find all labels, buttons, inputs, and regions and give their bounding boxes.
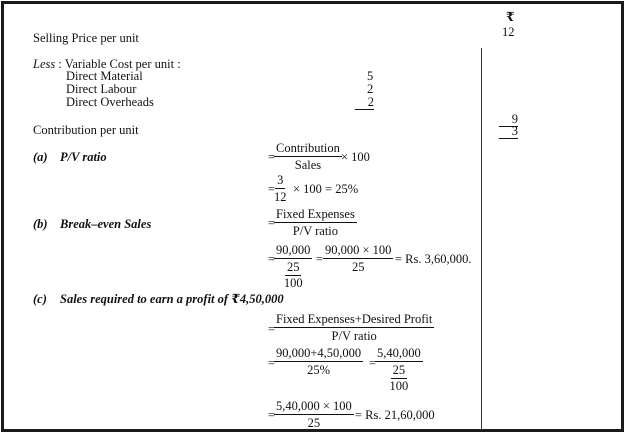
column-divider <box>481 48 482 430</box>
nested-numerator: 25 <box>286 260 300 274</box>
bes-formula-fraction <box>274 207 357 238</box>
direct-material-label: Direct Material <box>66 69 143 83</box>
fraction-denominator <box>390 362 409 393</box>
pv-formula-tail: × 100 <box>341 150 370 164</box>
target-sales-result: = Rs. 21,60,000 <box>355 408 435 422</box>
nested-denominator: 100 <box>283 276 303 290</box>
contribution-label: Contribution per unit <box>33 123 139 137</box>
bes-calc-fraction <box>274 243 312 290</box>
contribution-value: 3 <box>499 124 518 139</box>
fraction-denominator: 12 <box>274 190 287 204</box>
direct-labour-label: Direct Labour <box>66 82 137 96</box>
equals-sign: = <box>268 150 276 164</box>
nested-numerator: 25 <box>392 363 406 377</box>
total-variable-cost-value: 9 <box>499 112 518 127</box>
equals-sign: = <box>268 322 276 336</box>
nested-denominator: 100 <box>389 379 409 393</box>
equals-sign: = <box>268 408 276 422</box>
pv-result: × 100 = 25% <box>293 182 359 196</box>
target-sales-final-fraction <box>274 399 354 430</box>
selling-price-label: Selling Price per unit <box>33 31 139 45</box>
part-b-label: (b) <box>33 217 48 231</box>
part-a-title: P/V ratio <box>60 150 107 164</box>
less-label: Less <box>33 57 56 71</box>
direct-material-value: 5 <box>367 69 374 83</box>
fraction-denominator: 25 <box>351 260 365 274</box>
variable-cost-label: : Variable Cost per unit : <box>55 57 181 71</box>
equals-sign: = <box>268 252 276 266</box>
pv-calc-fraction <box>274 173 287 204</box>
part-c-title: Sales required to earn a profit of ₹4,50,000 <box>60 292 284 306</box>
fraction-numerator: 3 <box>277 173 284 187</box>
fraction-denominator: 25 <box>307 416 321 430</box>
pv-formula-fraction <box>274 141 342 172</box>
fraction-numerator: Contribution <box>276 141 340 155</box>
direct-labour-value: 2 <box>367 82 374 96</box>
equals-sign: = <box>268 356 276 370</box>
bes-result: = Rs. 3,60,000. <box>395 252 472 266</box>
part-c-label: (c) <box>33 292 47 306</box>
equals-sign: = <box>268 182 276 196</box>
bes-calc2-fraction <box>323 243 393 274</box>
fraction-denominator: Sales <box>294 158 322 172</box>
fraction-numerator: 90,000 <box>276 243 311 257</box>
rupee-icon: ₹ <box>506 10 515 24</box>
fraction-denominator: 25% <box>307 363 331 377</box>
part-a-label: (a) <box>33 150 48 164</box>
fraction-numerator: Fixed Expenses+Desired Profit <box>276 312 433 326</box>
direct-overheads-label: Direct Overheads <box>66 95 154 109</box>
fraction-denominator: P/V ratio <box>292 224 339 238</box>
target-sales-formula-fraction <box>274 312 434 343</box>
fraction-numerator: Fixed Expenses <box>276 207 355 221</box>
equals-sign: = <box>268 216 276 230</box>
equals-sign: = <box>316 252 324 266</box>
fraction-numerator: 90,000+4,50,000 <box>276 346 362 360</box>
fraction-denominator <box>284 259 303 290</box>
part-b-title: Break–even Sales <box>60 217 152 231</box>
equals-sign: = <box>369 356 377 370</box>
direct-overheads-value: 2 <box>355 95 374 110</box>
fraction-numerator: 90,000 × 100 <box>325 243 392 257</box>
target-sales-calc-fraction <box>274 346 363 377</box>
selling-price-value: 12 <box>502 25 515 39</box>
target-sales-calc2-fraction <box>375 346 423 393</box>
fraction-numerator: 5,40,000 × 100 <box>276 399 352 413</box>
fraction-denominator: P/V ratio <box>331 329 377 343</box>
fraction-numerator: 5,40,000 <box>377 346 421 360</box>
